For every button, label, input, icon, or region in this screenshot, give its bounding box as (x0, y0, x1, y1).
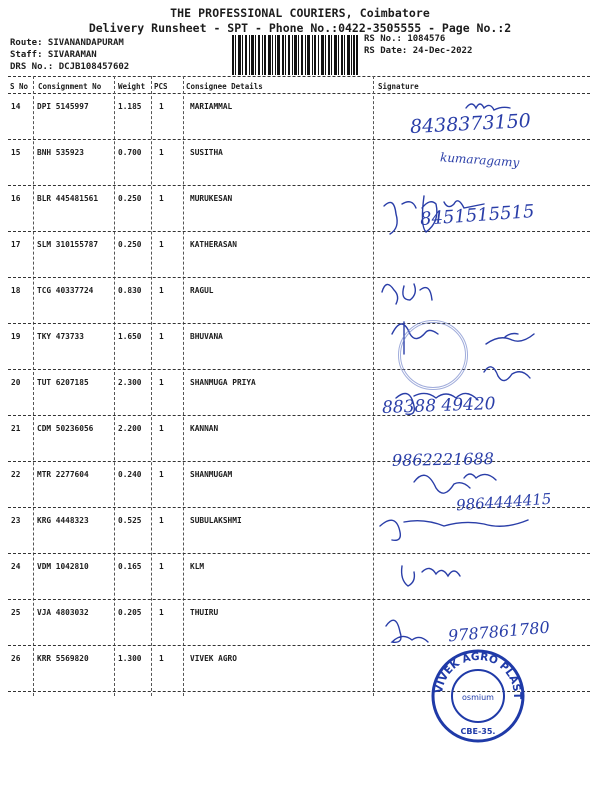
row-consignment: BLR 445481561 (37, 194, 99, 203)
row-consignment: BNH 535923 (37, 148, 84, 157)
signature-name: kumaragamy (439, 150, 520, 170)
row-consignee: SHANMUGAM (190, 470, 233, 479)
row-weight: 0.525 (118, 516, 142, 525)
row-consignee: VIVEK AGRO (190, 654, 237, 663)
receipt-stamp (398, 320, 468, 390)
document-subtitle: Delivery Runsheet - SPT - Phone No.:0422-3505555 - Page No.:2 (88, 21, 512, 35)
row-consignment: TCG 40337724 (37, 286, 94, 295)
row-pcs: 1 (159, 240, 164, 249)
row-pcs: 1 (159, 470, 164, 479)
row-weight: 0.165 (118, 562, 142, 571)
column-divider (183, 76, 184, 696)
signature-scrawl (382, 284, 432, 304)
signature-phone: 9862221688 (391, 449, 494, 470)
signature-scrawl (484, 367, 530, 381)
row-sno: 14 (11, 102, 21, 111)
column-header-consignment: Consignment No (38, 82, 102, 91)
column-header-weight: Weight (118, 82, 146, 91)
row-consignment: KRR 5569820 (37, 654, 89, 663)
row-sno: 26 (11, 654, 21, 663)
column-header-pcs: PCS (154, 82, 168, 91)
signature-scrawl (380, 520, 528, 540)
signature-phone: 8438373150 (409, 109, 532, 139)
row-weight: 0.830 (118, 286, 142, 295)
row-consignment: SLM 310155787 (37, 240, 99, 249)
row-consignment: TUT 6207185 (37, 378, 89, 387)
route-label: Route: SIVANANDAPURAM (10, 38, 124, 48)
row-sno: 24 (11, 562, 21, 571)
signature-scrawl (386, 620, 428, 642)
row-pcs: 1 (159, 286, 164, 295)
rs-number: RS No.: 1084576 (364, 34, 446, 44)
column-divider (33, 76, 34, 696)
row-consignment: TKY 473733 (37, 332, 84, 341)
column-divider (151, 76, 152, 696)
row-pcs: 1 (159, 194, 164, 203)
row-consignee: BHUVANA (190, 332, 223, 341)
row-sno: 15 (11, 148, 21, 157)
signature-phone: 9864444415 (455, 489, 552, 515)
row-consignee: KLM (190, 562, 205, 571)
row-sno: 25 (11, 608, 21, 617)
stamp-inner-text: osmium (462, 693, 494, 702)
row-consignment: CDM 50236056 (37, 424, 94, 433)
row-pcs: 1 (159, 424, 164, 433)
row-sno: 23 (11, 516, 21, 525)
row-consignment: VJA 4803032 (37, 608, 89, 617)
stamp-outer-text: VIVEK AGRO PLAST (432, 650, 524, 700)
row-weight: 1.300 (118, 654, 142, 663)
company-stamp (430, 648, 526, 744)
column-header-consignee: Consignee Details (186, 82, 263, 91)
row-pcs: 1 (159, 516, 164, 525)
row-consignment: DPI 5145997 (37, 102, 89, 111)
row-sno: 19 (11, 332, 21, 341)
row-weight: 1.650 (118, 332, 142, 341)
signature-scrawl (414, 474, 496, 493)
header-top-rule (8, 76, 590, 77)
row-sno: 20 (11, 378, 21, 387)
row-pcs: 1 (159, 102, 164, 111)
row-pcs: 1 (159, 332, 164, 341)
row-weight: 0.250 (118, 240, 142, 249)
row-weight: 0.205 (118, 608, 142, 617)
row-sno: 18 (11, 286, 21, 295)
row-consignee: MARIAMMAL (190, 102, 233, 111)
signature-phone: 8451515515 (419, 201, 536, 230)
row-weight: 0.700 (118, 148, 142, 157)
signature-scrawl (466, 104, 510, 110)
row-weight: 0.250 (118, 194, 142, 203)
staff-label: Staff: SIVARAMAN (10, 50, 97, 60)
row-pcs: 1 (159, 562, 164, 571)
row-consignee: SUBULAKSHMI (190, 516, 242, 525)
row-consignee: MURUKESAN (190, 194, 233, 203)
row-weight: 0.240 (118, 470, 142, 479)
column-header-sno: S No (10, 82, 29, 91)
row-weight: 1.185 (118, 102, 142, 111)
row-consignee: THUIRU (190, 608, 219, 617)
row-sno: 17 (11, 240, 21, 249)
row-weight: 2.300 (118, 378, 142, 387)
signature-phone: 88388 49420 (381, 394, 496, 418)
row-consignee: SHANMUGA PRIYA (190, 378, 256, 387)
row-weight: 2.200 (118, 424, 142, 433)
row-sno: 22 (11, 470, 21, 479)
signature-phone: 9787861780 (447, 617, 551, 646)
column-divider (114, 76, 115, 696)
signature-scrawl (486, 334, 534, 345)
row-sno: 16 (11, 194, 21, 203)
row-consignment: VDM 1042810 (37, 562, 89, 571)
row-consignee: RAGUL (190, 286, 214, 295)
row-pcs: 1 (159, 378, 164, 387)
row-consignee: SUSITHA (190, 148, 223, 157)
row-pcs: 1 (159, 148, 164, 157)
stamp-bottom-text: CBE-35. (460, 727, 496, 736)
row-pcs: 1 (159, 608, 164, 617)
row-consignee: KANNAN (190, 424, 219, 433)
row-consignment: MTR 2277604 (37, 470, 89, 479)
barcode (232, 35, 358, 75)
header-bottom-rule (8, 93, 590, 94)
column-header-signature: Signature (378, 82, 419, 91)
row-consignment: KRG 4448323 (37, 516, 89, 525)
rs-date: RS Date: 24-Dec-2022 (364, 46, 473, 56)
row-sno: 21 (11, 424, 21, 433)
row-consignee: KATHERASAN (190, 240, 237, 249)
document-title: THE PROFESSIONAL COURIERS, Coimbatore (170, 6, 430, 20)
signature-scrawl (402, 566, 460, 586)
drs-number: DRS No.: DCJB108457602 (10, 62, 130, 72)
row-pcs: 1 (159, 654, 164, 663)
